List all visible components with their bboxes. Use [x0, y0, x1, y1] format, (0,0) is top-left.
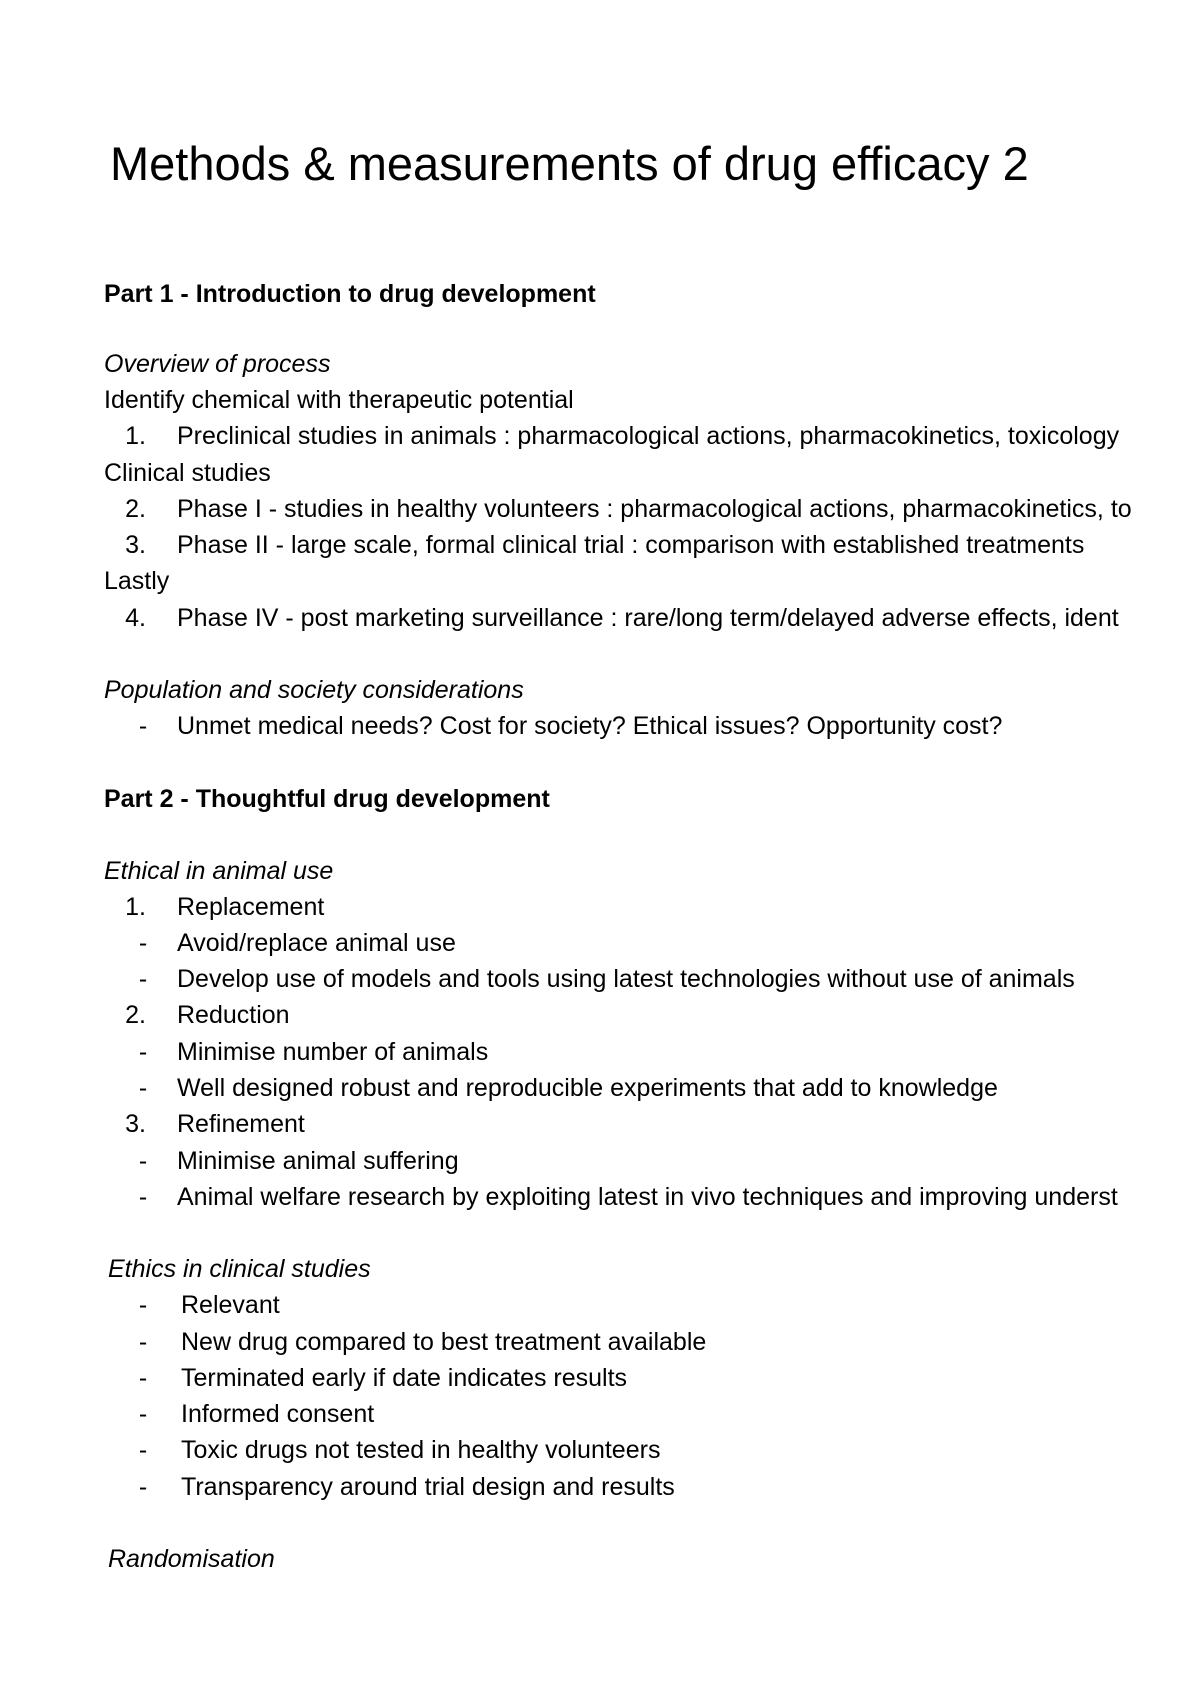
- bullet-marker: -: [138, 1147, 148, 1175]
- list-marker: 4.: [125, 604, 146, 632]
- part1-heading: Part 1 - Introduction to drug development: [104, 280, 596, 308]
- bullet-marker: -: [138, 1473, 148, 1501]
- bullet-marker: -: [138, 1400, 148, 1428]
- animal-use-subheading: Ethical in animal use: [104, 857, 334, 885]
- list-marker: 3.: [125, 531, 146, 559]
- list-item: Toxic drugs not tested in healthy volunteers: [181, 1436, 661, 1464]
- clinical-ethics-subheading: Ethics in clinical studies: [108, 1255, 371, 1283]
- bullet-marker: -: [138, 965, 148, 993]
- list-marker: 1.: [125, 893, 146, 921]
- overview-subheading: Overview of process: [104, 350, 331, 378]
- list-item: Develop use of models and tools using latest technologies without use of animals: [177, 965, 1075, 993]
- bullet-marker: -: [138, 1364, 148, 1392]
- list-item: Transparency around trial design and results: [181, 1473, 675, 1501]
- list-item: Phase I - studies in healthy volunteers : pharmacological actions, pharmacokinetics, to: [177, 495, 1132, 523]
- list-item: Well designed robust and reproducible experiments that add to knowledge: [177, 1074, 998, 1102]
- bullet-marker: -: [138, 1436, 148, 1464]
- list-item: Phase IV - post marketing surveillance : rare/long term/delayed adverse effects, ident: [177, 604, 1119, 632]
- list-item: Unmet medical needs? Cost for society? Ethical issues? Opportunity cost?: [177, 712, 1003, 740]
- bullet-marker: -: [138, 1328, 148, 1356]
- list-item: Minimise animal suffering: [177, 1147, 459, 1175]
- list-marker: 3.: [125, 1110, 146, 1138]
- part2-heading: Part 2 - Thoughtful drug development: [104, 785, 550, 813]
- document-title: Methods & measurements of drug efficacy 2: [110, 137, 1029, 190]
- list-marker: 2.: [125, 1001, 146, 1029]
- list-item: Informed consent: [181, 1400, 375, 1428]
- list-item: Minimise number of animals: [177, 1038, 489, 1066]
- clinical-studies-label: Clinical studies: [104, 459, 271, 487]
- list-item: Replacement: [177, 893, 325, 921]
- bullet-marker: -: [138, 712, 148, 740]
- list-marker: 2.: [125, 495, 146, 523]
- list-item: Animal welfare research by exploiting latest in vivo techniques and improving underst: [177, 1183, 1118, 1211]
- list-item: Refinement: [177, 1110, 305, 1138]
- list-item: Preclinical studies in animals : pharmacological actions, pharmacokinetics, toxicology: [177, 422, 1120, 450]
- list-marker: 1.: [125, 422, 146, 450]
- bullet-marker: -: [138, 1183, 148, 1211]
- bullet-marker: -: [138, 1038, 148, 1066]
- bullet-marker: -: [138, 1291, 148, 1319]
- list-item: Phase II - large scale, formal clinical trial : comparison with established treatments: [177, 531, 1085, 559]
- overview-intro: Identify chemical with therapeutic potential: [104, 386, 574, 414]
- list-item: Terminated early if date indicates results: [181, 1364, 628, 1392]
- bullet-marker: -: [138, 1074, 148, 1102]
- list-item: Relevant: [181, 1291, 280, 1319]
- population-subheading: Population and society considerations: [104, 676, 524, 704]
- bullet-marker: -: [138, 929, 148, 957]
- randomisation-subheading: Randomisation: [108, 1545, 275, 1573]
- list-item: Avoid/replace animal use: [177, 929, 456, 957]
- list-item: Reduction: [177, 1001, 290, 1029]
- lastly-label: Lastly: [104, 567, 170, 595]
- list-item: New drug compared to best treatment available: [181, 1328, 707, 1356]
